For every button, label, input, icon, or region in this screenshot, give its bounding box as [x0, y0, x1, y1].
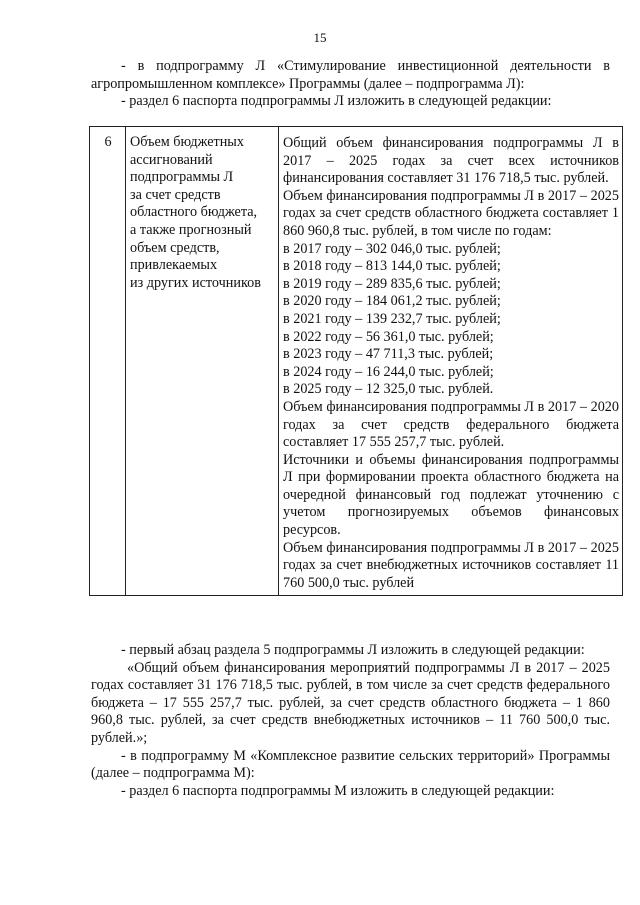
outro-paragraph-3: - в подпрограмму М «Комплексное развитие сельских территорий» Программы (далее – подпрограмма М):: [91, 747, 610, 782]
label-line: привлекаемых: [130, 257, 218, 274]
regional-funding-text: Объем финансирования подпрограммы Л в 2017 – 2025 годах за счет средств областного бюджета составляет 1 860 960,8 тыс. рублей, в том числе по годам:: [283, 187, 619, 239]
outro-paragraph-2: «Общий объем финансирования мероприятий подпрограммы Л в 2017 – 2025 годах составляет 31 176 718,5 тыс. рублей, в том числе за счет средств федерального бюджета – 17 555 257,7 тыс. рублей, за счет средств областного бюджета – 1 860 960,8 тыс. рублей, за счет средств внебюджетных источников – 11 760 500,0 тыс. рублей.»;: [91, 659, 610, 746]
intro-paragraph-1: - в подпрограмму Л «Стимулирование инвестиционной деятельности в агропромышленном комплексе» Программы (далее – подпрограмма Л):: [91, 58, 610, 92]
label-line: областного бюджета,: [130, 204, 258, 221]
year-line: в 2019 году – 289 835,6 тыс. рублей;: [283, 275, 501, 292]
outro-paragraph-4: - раздел 6 паспорта подпрограммы М изложить в следующей редакции:: [121, 782, 555, 799]
year-line: в 2022 году – 56 361,0 тыс. рублей;: [283, 328, 494, 345]
label-line: за счет средств: [130, 186, 221, 203]
intro-block: [91, 58, 610, 111]
year-line: в 2024 году – 16 244,0 тыс. рублей;: [283, 363, 494, 380]
passport-table: [89, 126, 623, 596]
label-line: подпрограммы Л: [130, 169, 234, 186]
year-line: в 2023 году – 47 711,3 тыс. рублей;: [283, 346, 494, 363]
outro-paragraph-1: - первый абзац раздела 5 подпрограммы Л изложить в следующей редакции:: [121, 642, 585, 658]
page-number: 15: [313, 30, 327, 45]
year-line: в 2017 году – 302 046,0 тыс. рублей;: [283, 240, 501, 257]
year-line: в 2021 году – 139 232,7 тыс. рублей;: [283, 310, 501, 327]
label-cell: [126, 127, 279, 596]
table-row: [90, 127, 623, 596]
label-line: ассигнований: [130, 151, 213, 168]
outro-block: [91, 642, 610, 800]
label-line: Объем бюджетных: [130, 134, 244, 150]
label-line: объем средств,: [130, 239, 220, 256]
total-funding-text: Общий объем финансирования подпрограммы Л в 2017 – 2025 годах за счет всех источников финансирования составляет 31 176 718,5 тыс. рублей.: [283, 135, 619, 187]
label-line: а также прогнозный: [130, 221, 252, 238]
year-line: в 2025 году – 12 325,0 тыс. рублей.: [283, 381, 494, 398]
federal-funding-text: Объем финансирования подпрограммы Л в 2017 – 2020 годах за счет средств федерального бюджета составляет 17 555 257,7 тыс. рублей.: [283, 398, 619, 451]
year-line: в 2020 году – 184 061,2 тыс. рублей;: [283, 293, 501, 310]
content-cell: [279, 127, 623, 596]
label-line: из других источников: [130, 274, 261, 291]
year-line: в 2018 году – 813 144,0 тыс. рублей;: [283, 258, 501, 275]
intro-paragraph-2: - раздел 6 паспорта подпрограммы Л изложить в следующей редакции:: [121, 93, 552, 110]
extrabudget-funding-text: Объем финансирования подпрограммы Л в 2017 – 2025 годах за счет внебюджетных источников составляет 11 760 500,0 тыс. рублей: [283, 539, 619, 591]
sources-text: Источники и объемы финансирования подпрограммы Л при формировании проекта областного бюджета на очередной финансовый год подлежат уточнению с учетом прогнозируемых объемов финансовых ресурсов.: [283, 451, 619, 539]
row-number-cell: 6: [90, 127, 126, 596]
